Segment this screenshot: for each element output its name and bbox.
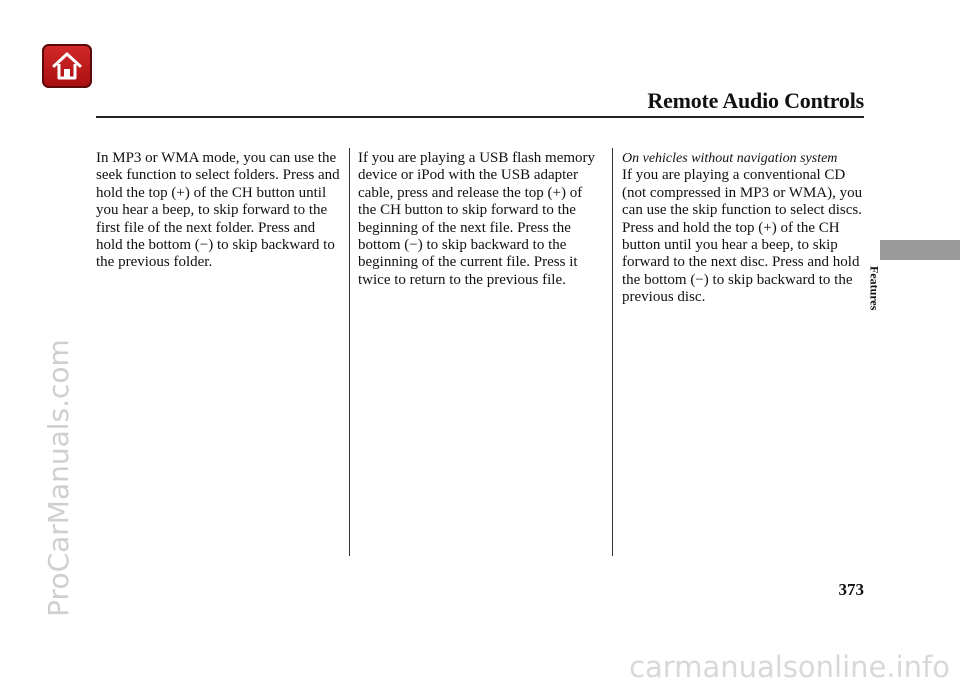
column-3-subheading: On vehicles without navigation system xyxy=(622,151,838,166)
column-divider-1 xyxy=(349,148,350,556)
column-1 xyxy=(96,150,342,272)
column-3-paragraph: If you are playing a conventional CD (not compressed in MP3 or WMA), you can use the skip function to select discs. Press and hold the top (+) of the CH button until you hear a beep, to skip forward to the next disc. Press and hold the bottom (−) to skip backward to the previous disc. xyxy=(622,167,863,306)
section-label: Features xyxy=(867,266,882,311)
home-icon xyxy=(51,51,83,81)
column-2 xyxy=(358,150,604,289)
section-tab xyxy=(880,240,960,260)
page-number: 373 xyxy=(838,580,864,599)
watermark-horizontal: carmanualsonline.info xyxy=(629,650,950,684)
page-title: Remote Audio Controls xyxy=(647,88,864,113)
title-divider xyxy=(96,116,864,118)
column-3 xyxy=(622,150,868,307)
column-2-paragraph: If you are playing a USB flash memory device or iPod with the USB adapter cable, press and release the top (+) of the CH button to skip forward to the beginning of the next file. Press the bottom (−) to skip backward to the beginning of the current file. Press it twice to return to the previous file. xyxy=(358,150,596,288)
column-divider-2 xyxy=(612,148,613,556)
watermark-vertical-text: ProCarManuals.com xyxy=(42,339,75,617)
column-1-paragraph: In MP3 or WMA mode, you can use the seek function to select folders. Press and hold the top (+) of the CH button until you hear a beep, to skip forward to the first file of the next folder. Press and hold the bottom (−) to skip backward to the previous folder. xyxy=(96,150,340,271)
home-button[interactable] xyxy=(42,44,92,88)
